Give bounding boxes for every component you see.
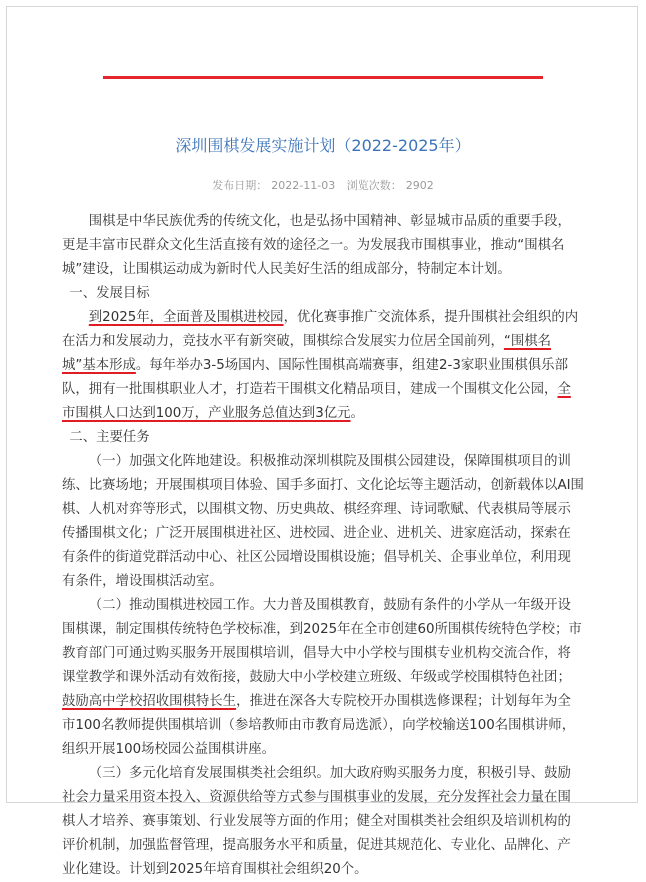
highlight-weiqi-city: “围棋名城”基本形成 [62,334,551,373]
task-3-paragraph: （三）多元化培育发展围棋类社会组织。加大政府购买服务力度，积极引导、鼓励社会力量采用资本投入、资源供给等方式参与围棋事业的发展，充分发挥社会力量在围棋人才培养、赛事策划、行业发展等方面的作用；健全对围棋类社会组织及培训机构的评价机制，加强监督管理，提高服务水平和质量，促进其规范化、专业化、品牌化、产业化建设。计划到2025年培育围棋社会组织20个。 [62,766,571,877]
publish-date-value: 2022-11-03 [271,179,336,192]
view-count [345,179,436,192]
highlight-high-school: 鼓励高中学校招收围棋特长生 [62,694,237,709]
article-meta [0,177,646,195]
article-title: 深圳围棋发展实施计划（2022-2025年） [175,136,471,155]
view-count-label: 浏览次数： [346,179,402,192]
view-count-value: 2902 [405,179,434,192]
task-2-paragraph: （二）推动围棋进校园工作。大力普及围棋教育，鼓励有条件的小学从一年级开设围棋课，制定围棋传统特色学校标准，到2025年在全市创建60所围棋传统特色学校；市教育部门可通过购买服务开展围棋培训，倡导大中小学校与围棋专业机构交流合作，将课堂教学和课外活动有效衔接，鼓励大中小学校建立班级、年级或学校围棋特色社团；鼓励高中学校招收围棋特长生，推进在深各大专院校开办围棋选修课程；计划每年为全市100名教师提供围棋培训（参培教师由市教育局选派），向学校输送100名围棋讲师，组织开展100场校园公益围棋讲座。 [62,598,582,757]
section-heading-goals: 一、发展目标 [69,286,150,301]
header-red-rule [103,76,543,79]
publish-date [210,179,337,192]
highlight-population-target: 全市围棋人口达到100万，产业服务总值达到3亿元 [62,382,571,421]
publish-date-label: 发布日期： [212,179,268,192]
intro-paragraph: 围棋是中华民族优秀的传统文化，也是弘扬中国精神、彰显城市品质的重要手段，更是丰富市民群众文化生活直接有效的途径之一。为发展我市围棋事业，推动“围棋名城”建设，让围棋运动成为新时代人民美好生活的组成部分，特制定本计划。 [62,214,571,277]
article-body [62,210,584,882]
highlight-2025-school: 到2025年，全面普及围棋进校园 [88,310,284,325]
goals-paragraph: 到2025年，全面普及围棋进校园，优化赛事推广交流体系，提升围棋社会组织的内在活力和发展动力，竞技水平有新突破，围棋综合发展实力位居全国前列，“围棋名城”基本形成。每年举办3-5场国内、国际性围棋高端赛事，组建2-3家职业围棋俱乐部队，拥有一批围棋职业人才，打造若干围棋文化精品项目，建成一个围棋文化公园，全市围棋人口达到100万，产业服务总值达到3亿元。 [62,310,579,421]
section-heading-tasks: 二、主要任务 [69,430,150,445]
task-1-paragraph: （一）加强文化阵地建设。积极推动深圳棋院及围棋公园建设，保障围棋项目的训练、比赛场地；开展围棋项目体验、国手多面打、文化论坛等主题活动，创新载体以AI围棋、人机对弈等形式，以围棋文物、历史典故、棋经弈理、诗词歌赋、代表棋局等展示传播围棋文化；广泛开展围棋进社区、进校园、进企业、进机关、进家庭活动，探索在有条件的街道党群活动中心、社区公园增设围棋设施；倡导机关、企事业单位，利用现有条件，增设围棋活动室。 [62,454,584,589]
